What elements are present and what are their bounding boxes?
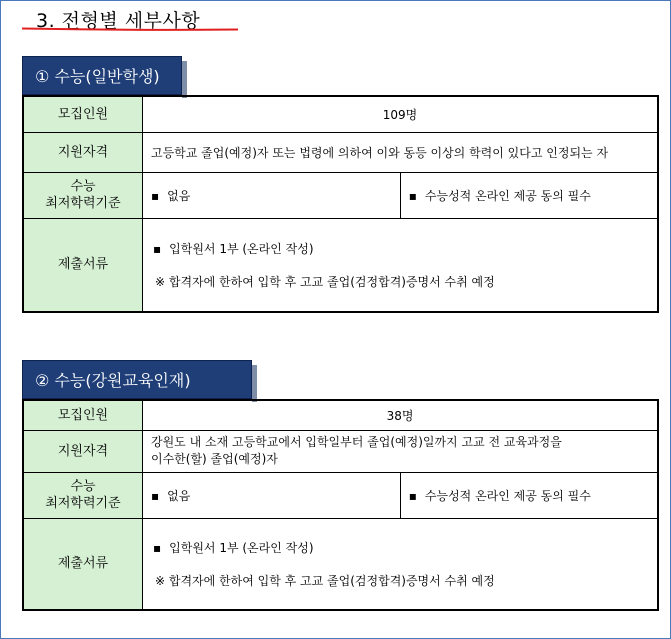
table-row bbox=[23, 172, 658, 218]
recruit-value: 109명 bbox=[143, 96, 659, 132]
eligibility-label: 지원자격 bbox=[23, 132, 143, 172]
csat-min-label-line2: 최저학력기준 bbox=[45, 496, 121, 511]
csat-min-right-text: ▪ 수능성적 온라인 제공 동의 필수 bbox=[409, 489, 591, 503]
table-row bbox=[23, 400, 658, 430]
csat-min-left bbox=[143, 472, 401, 518]
csat-min-right-text: ▪ 수능성적 온라인 제공 동의 필수 bbox=[409, 189, 591, 203]
recruit-label: 모집인원 bbox=[23, 400, 143, 430]
csat-min-right bbox=[400, 472, 658, 518]
csat-min-label-line1: 수능 bbox=[70, 479, 96, 494]
docs-note: ※ 합격자에 한하여 입학 후 고교 졸업(검정합격)증명서 수취 예정 bbox=[155, 573, 495, 588]
docs-label: 제출서류 bbox=[23, 218, 143, 312]
recruit-value: 38명 bbox=[143, 400, 659, 430]
table-row bbox=[23, 218, 658, 312]
table-row bbox=[23, 96, 658, 132]
csat-min-label-line2: 최저학력기준 bbox=[45, 196, 121, 211]
table-csat-general bbox=[22, 95, 659, 313]
eligibility-value-line1: 강원도 내 소재 고등학교에서 입학일부터 졸업(예정)일까지 고교 전 교육과정을 bbox=[151, 435, 562, 449]
tab-csat-general: ① 수능(일반학생) bbox=[22, 56, 182, 95]
eligibility-value bbox=[143, 430, 659, 472]
csat-min-left bbox=[143, 172, 401, 218]
table-row bbox=[23, 430, 658, 472]
docs-label: 제출서류 bbox=[23, 518, 143, 610]
docs-value bbox=[143, 518, 659, 610]
docs-item: ▪ 입학원서 1부 (온라인 작성) bbox=[143, 240, 657, 257]
table-csat-gangwon bbox=[22, 399, 659, 611]
csat-min-right bbox=[400, 172, 658, 218]
table-row bbox=[23, 472, 658, 518]
section-heading: 3. 전형별 세부사항 bbox=[36, 10, 201, 32]
table-row bbox=[23, 518, 658, 610]
docs-note: ※ 합격자에 한하여 입학 후 고교 졸업(검정합격)증명서 수취 예정 bbox=[155, 274, 495, 289]
csat-min-label-line1: 수능 bbox=[70, 179, 96, 194]
heading-underline bbox=[22, 27, 238, 32]
eligibility-value-line2: 이수한(할) 졸업(예정)자 bbox=[151, 452, 278, 466]
csat-min-left-text: ▪ 없음 bbox=[151, 489, 190, 503]
csat-min-label bbox=[23, 172, 143, 218]
csat-min-label bbox=[23, 472, 143, 518]
tab-csat-gangwon: ② 수능(강원교육인재) bbox=[22, 360, 252, 399]
eligibility-label: 지원자격 bbox=[23, 430, 143, 472]
table-row bbox=[23, 132, 658, 172]
docs-item: ▪ 입학원서 1부 (온라인 작성) bbox=[143, 539, 657, 556]
docs-value bbox=[143, 218, 659, 312]
eligibility-value: 고등학교 졸업(예정)자 또는 법령에 의하여 이와 동등 이상의 학력이 있다고 인정되는 자 bbox=[143, 132, 659, 172]
csat-min-left-text: ▪ 없음 bbox=[151, 189, 190, 203]
recruit-label: 모집인원 bbox=[23, 96, 143, 132]
